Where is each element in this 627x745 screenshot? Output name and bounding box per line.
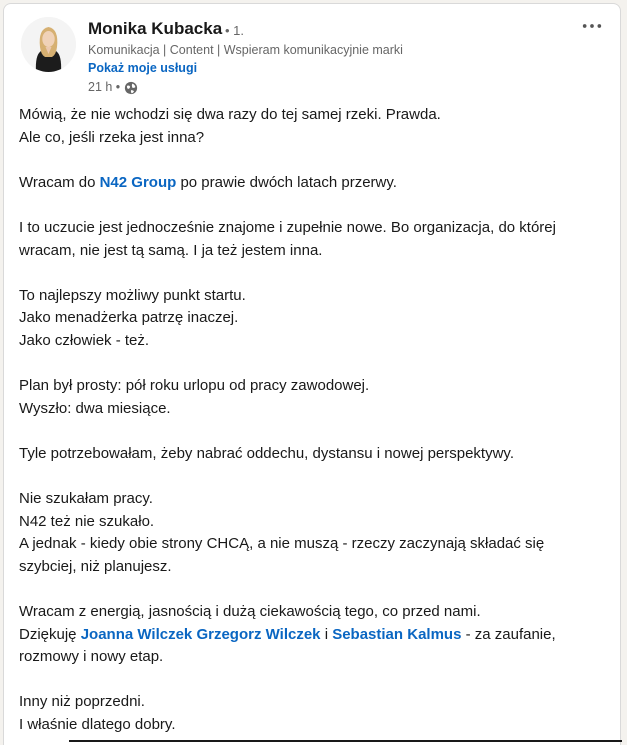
post-line: I właśnie dlatego dobry.: [19, 716, 176, 734]
post-line: N42 też nie szukało.: [19, 512, 155, 530]
post-line: Jako człowiek - też.: [19, 331, 150, 349]
post-line: Dziękuję Joanna Wilczek Grzegorz Wilczek i Sebastian Kalmus - za zaufanie,: [19, 625, 556, 643]
connection-degree: • 1.: [225, 23, 245, 38]
post-line: Nie szukałam pracy.: [19, 490, 153, 508]
post-line: Plan był prosty: pół roku urlopu od pracy zawodowej.: [19, 377, 370, 395]
mention-person[interactable]: Joanna Wilczek: [80, 625, 193, 643]
post-line: Tyle potrzebowałam, żeby nabrać oddechu, dystansu i nowej perspektywy.: [19, 444, 514, 462]
post-line: Wracam do N42 Group po prawie dwóch latach przerwy.: [19, 173, 397, 191]
post-meta: [88, 79, 138, 96]
mention-company[interactable]: N42 Group: [99, 173, 177, 191]
globe-icon: [124, 81, 138, 95]
mention-person[interactable]: Sebastian Kalmus: [332, 625, 462, 643]
author-avatar[interactable]: [21, 17, 76, 72]
more-options-icon: [581, 22, 603, 30]
post-line: Wracam z energią, jasnością i dużą ciekawością tego, co przed nami.: [19, 603, 481, 621]
post-line: Mówią, że nie wchodzi się dwa razy do tej samej rzeki. Prawda.: [19, 106, 441, 123]
show-services-link[interactable]: Pokaż moje usługi: [88, 61, 198, 75]
post-line: A jednak - kiedy obie strony CHCĄ, a nie muszą - rzeczy zaczynają składać się: [19, 535, 545, 553]
more-options-button[interactable]: [575, 12, 609, 40]
post-time: 21 h •: [88, 80, 121, 94]
post-line: To najlepszy możliwy punkt startu.: [19, 286, 246, 304]
post-line: wracam, nie jest tą samą. I ja też jestem inna.: [19, 241, 323, 259]
post-line: Jako menadżerka patrzę inaczej.: [19, 309, 239, 327]
post-line: szybciej, niż planujesz.: [19, 557, 172, 575]
post-line: Ale co, jeśli rzeka jest inna?: [19, 128, 205, 146]
author-name[interactable]: Monika Kubacka: [88, 19, 223, 38]
post-line: Inny niż poprzedni.: [19, 693, 145, 711]
post-card: [3, 3, 621, 745]
mention-person[interactable]: Grzegorz Wilczek: [196, 625, 321, 643]
post-line: Wyszło: dwa miesiące.: [19, 399, 171, 417]
author-headline: Komunikacja | Content | Wspieram komunikacyjnie marki: [88, 43, 403, 57]
post-line: rozmowy i nowy etap.: [19, 648, 164, 666]
profile-photo: [21, 17, 76, 72]
post-text: [19, 104, 609, 737]
post-line: I to uczucie jest jednocześnie znajome i zupełnie nowe. Bo organizacja, do której: [19, 218, 556, 236]
